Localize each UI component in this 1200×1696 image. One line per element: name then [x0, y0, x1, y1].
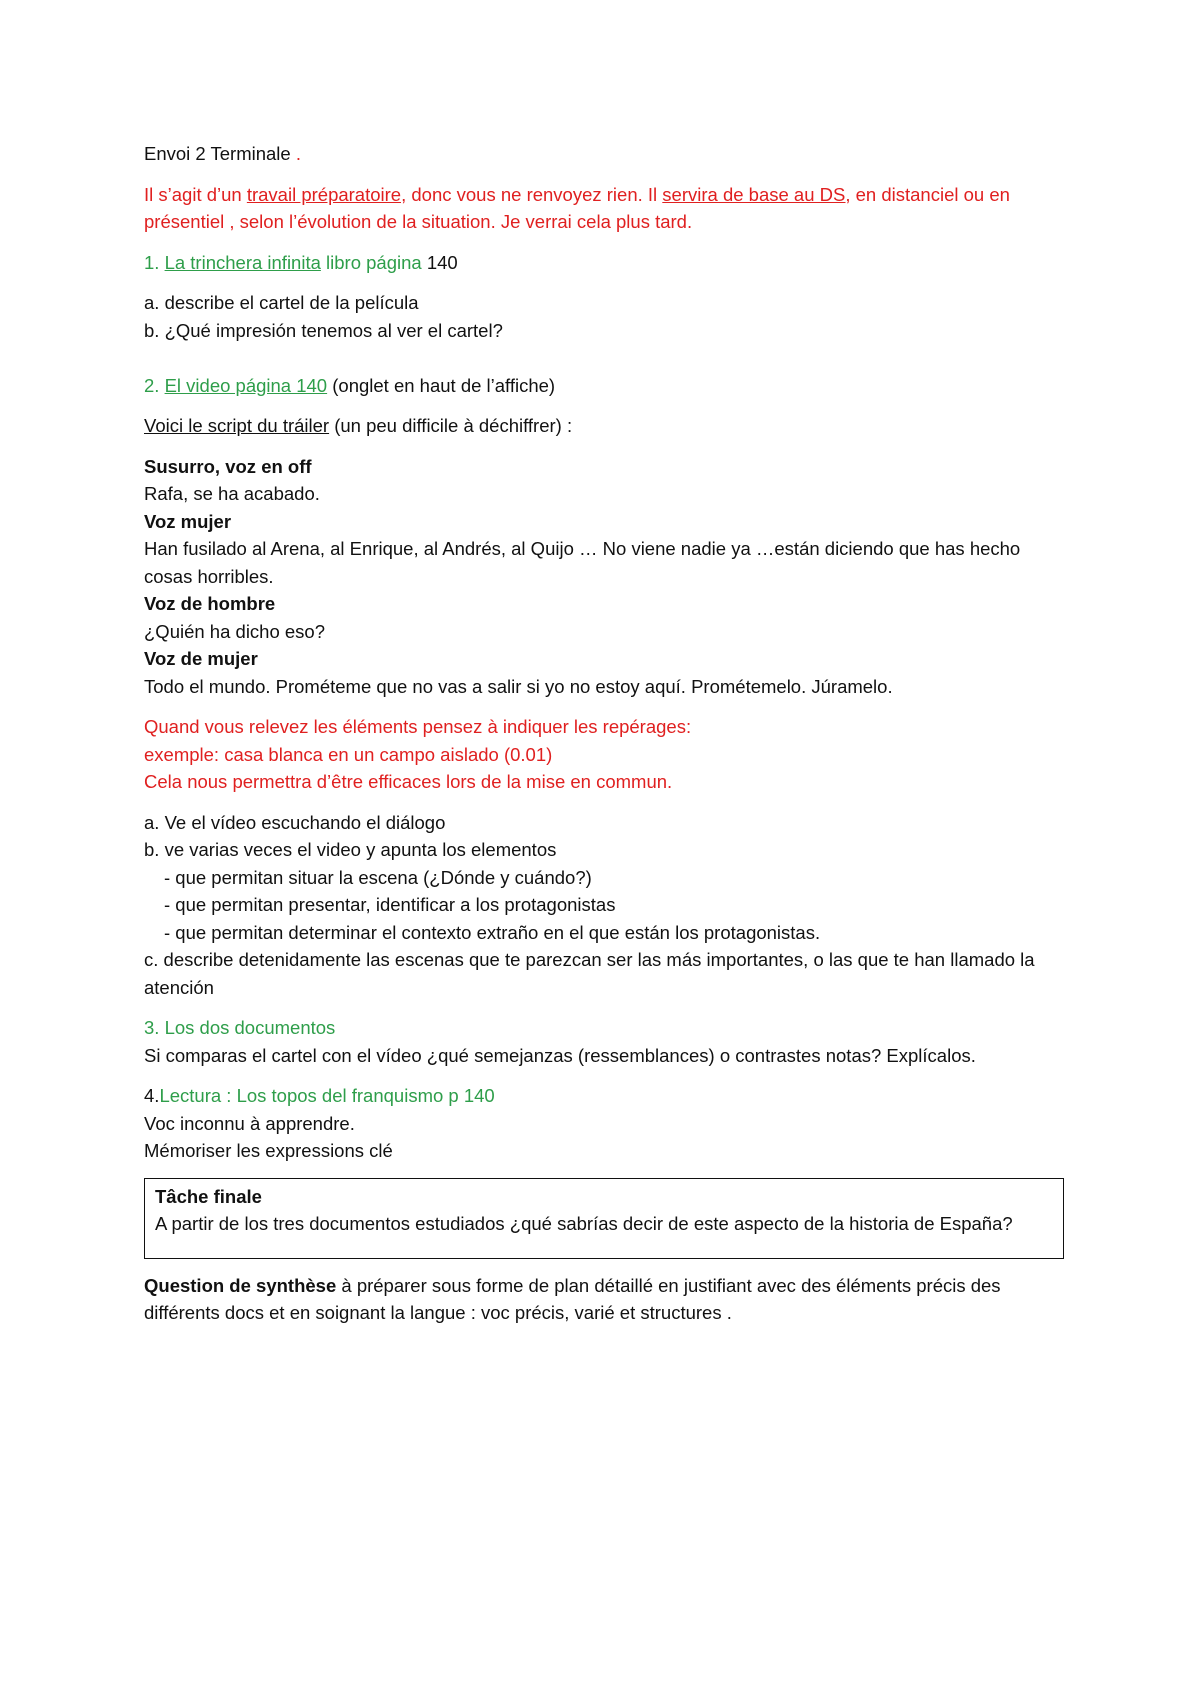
intro-text-2: donc vous ne renvoyez rien. Il: [406, 183, 663, 205]
section-1-page: 140: [426, 251, 458, 273]
section-4-heading: [144, 1082, 1064, 1110]
final-task-title: Tâche finale: [155, 1185, 262, 1207]
intro-underline-1: travail préparatoire,: [246, 183, 407, 205]
title-mark: .: [295, 143, 301, 164]
script-intro-underlined: Voici le script du tráiler: [144, 415, 330, 436]
section-1-rest: libro página: [320, 251, 427, 273]
dialogue-line: ¿Quién ha dicho eso?: [144, 620, 326, 642]
intro-text-3: en distanciel ou en présentiel , selon l’évolution de la situation. Je verrai cela plus tard.: [144, 183, 1010, 232]
section-4-line: Mémoriser les expressions clé: [144, 1140, 393, 1161]
document-page: [144, 140, 1064, 1327]
dialogue-line: Todo el mundo. Prométeme que no vas a salir si yo no estoy aquí. Prométemelo. Júramelo.: [144, 675, 893, 697]
synthesis-text: à préparer sous forme de plan détaillé en justifiant avec des éléments précis des différents docs et en soignant la langue : voc précis, varié et structures .: [144, 1274, 1001, 1323]
section-4-title: Lectura : Los topos del franquismo p 140: [159, 1085, 495, 1106]
section-1-question-a: a. describe el cartel de la película: [144, 292, 419, 313]
section-1-heading: [144, 249, 1064, 277]
section-2-link[interactable]: El video página 140: [164, 374, 328, 396]
note-line: Quand vous relevez les éléments pensez à indiquer les repérages:: [144, 716, 692, 737]
section-2-number: 2.: [144, 374, 165, 396]
section-4-number: 4.: [144, 1085, 160, 1106]
section-2-question-c: c. describe detenidamente las escenas que te parezcan ser las más importantes, o las que te han llamado la atención: [144, 949, 1035, 998]
synthesis-paragraph: [144, 1272, 1064, 1327]
section-1-question-b: b. ¿Qué impresión tenemos al ver el cartel?: [144, 319, 503, 341]
section-2-heading: [144, 372, 1064, 400]
section-2-question-a: a. Ve el vídeo escuchando el diálogo: [144, 811, 446, 833]
section-2-question-b: b. ve varias veces el video y apunta los elementos: [144, 839, 557, 860]
section-4-line: Voc inconnu à apprendre.: [144, 1112, 355, 1134]
script-intro: [144, 412, 1064, 440]
section-2-subitem: - que permitan presentar, identificar a los protagonistas: [164, 894, 616, 915]
section-3-text: Si comparas el cartel con el vídeo ¿qué semejanzas (ressemblances) o contrastes notas? Explícalos.: [144, 1044, 976, 1066]
dialogue-speaker: Voz de mujer: [144, 648, 258, 669]
section-2-subitem: - que permitan situar la escena (¿Dónde y cuándo?): [164, 866, 592, 888]
dialogue-speaker: Voz mujer: [144, 510, 232, 532]
dialogue-line: Han fusilado al Arena, al Enrique, al Andrés, al Quijo … No viene nadie ya …están diciendo que has hecho cosas horribles.: [144, 538, 1021, 587]
section-1-number: 1.: [144, 251, 165, 273]
title-text: Envoi 2 Terminale: [144, 143, 291, 164]
section-2-subitem: - que permitan determinar el contexto extraño en el que están los protagonistas.: [164, 921, 821, 943]
note-line: Cela nous permettra d’être efficaces lors de la mise en commun.: [144, 771, 673, 792]
section-1-link[interactable]: La trinchera infinita: [164, 251, 321, 273]
document-title: [144, 140, 1064, 168]
intro-text-1: Il s’agit d’un: [144, 183, 247, 205]
intro-underline-2: servira de base au DS,: [662, 183, 851, 205]
dialogue: [144, 453, 1064, 701]
section-2-rest: (onglet en haut de l’affiche): [327, 374, 556, 396]
dialogue-line: Rafa, se ha acabado.: [144, 483, 320, 504]
synthesis-label: Question de synthèse: [144, 1274, 337, 1296]
final-task-box: [144, 1178, 1064, 1259]
dialogue-speaker: Voz de hombre: [144, 593, 276, 614]
script-intro-rest: (un peu difficile à déchiffrer) :: [329, 415, 573, 436]
dialogue-speaker: Susurro, voz en off: [144, 455, 312, 477]
section-3-heading: 3. Los dos documentos: [144, 1017, 336, 1038]
final-task-text: A partir de los tres documentos estudiados ¿qué sabrías decir de este aspecto de la historia de España?: [155, 1213, 1013, 1234]
note-line: exemple: casa blanca en un campo aislado (0.01): [144, 743, 553, 765]
intro-paragraph: [144, 181, 1064, 236]
